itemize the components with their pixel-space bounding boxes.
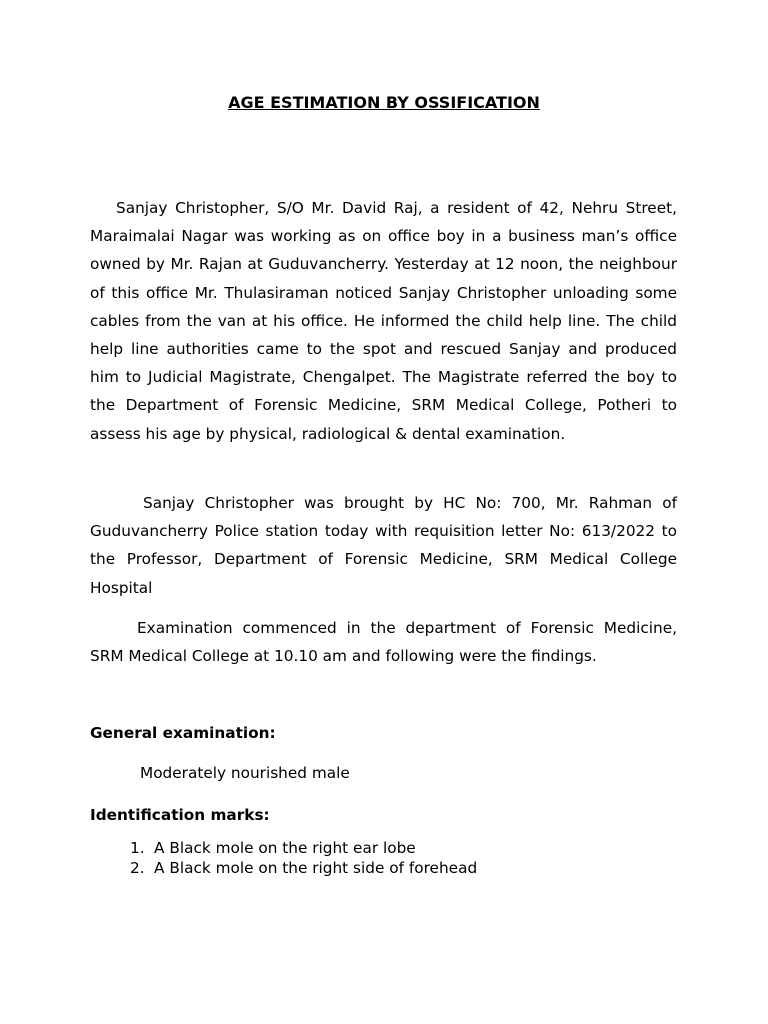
list-item-number: 1. — [130, 839, 145, 857]
list-item-number: 2. — [130, 859, 145, 877]
list-item — [130, 838, 477, 858]
case-history-paragraph: Sanjay Christopher, S/O Mr. David Raj, a resident of 42, Nehru Street, Maraimalai Nagar was working as on office boy in a business man’s office owned by Mr. Rajan at Guduvancherry. Yesterday at 12 noon, the neighbour of this office Mr. Thulasiraman noticed Sanjay Christopher unloading some cables from the van at his office. He informed the child help line. The child help line authorities came to the spot and rescued Sanjay and produced him to Judicial Magistrate, Chengalpet. The Magistrate referred the boy to the Department of Forensic Medicine, SRM Medical College, Potheri to assess his age by physical, radiological & dental examination. — [90, 199, 677, 443]
list-item-text: A Black mole on the right ear lobe — [154, 839, 416, 857]
examination-commenced-paragraph: Examination commenced in the department of Forensic Medicine, SRM Medical College at 10.10 am and following were the findings. — [90, 619, 677, 666]
general-examination-finding: Moderately nourished male — [140, 764, 350, 782]
list-item-text: A Black mole on the right side of forehead — [154, 859, 478, 877]
document-title: AGE ESTIMATION BY OSSIFICATION — [228, 93, 540, 112]
general-examination-heading: General examination: — [90, 724, 276, 742]
identification-marks-list — [130, 838, 477, 878]
identification-marks-heading: Identification marks: — [90, 806, 270, 824]
list-item — [130, 858, 477, 878]
requisition-paragraph: Sanjay Christopher was brought by HC No: 700, Mr. Rahman of Guduvancherry Police station today with requisition letter No: 613/2022 to the Professor, Department of Forensic Medicine, SRM Medical College Hospital — [90, 494, 677, 597]
